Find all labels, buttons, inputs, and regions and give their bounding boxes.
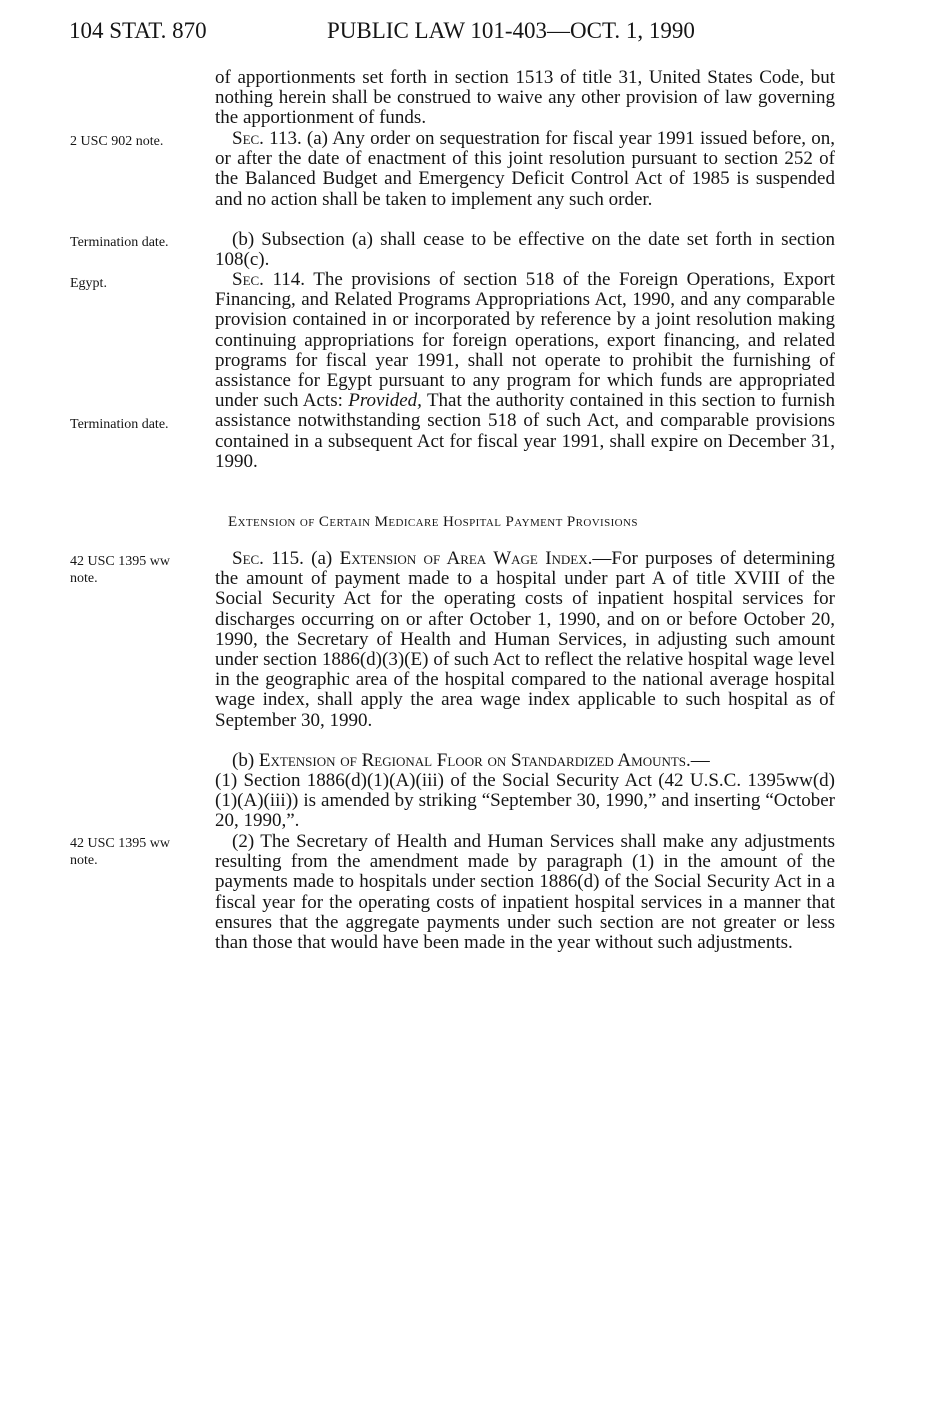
sec-label: Sec. [232,269,264,290]
subsection-heading-regional-floor: Extension of Regional Floor on Standardized Amounts. [258,750,691,771]
paragraph-continuation: of apportionments set forth in section 1513 of title 31, United States Code, but nothing herein shall be construed to waive any other provision of law governing the apportionment of funds. [215,67,835,129]
sec-label: Sec. [232,128,264,149]
sub-b-dash: — [690,750,710,771]
sub-b-num: (b) [232,750,259,771]
sidenote-42-usc-1395ww: 42 USC 1395 ww note. [70,554,170,586]
sec-114-text-b: That the authority contained in this section to furnish assistance notwithstanding section 518 of such Act, and comparable provisions contained in a subsequent Act for fiscal year 1991, shall expire on December 31, 1990. [215,390,835,472]
paragraph-113-b: (b) Subsection (a) shall cease to be effective on the date set forth in section 108(c). [215,229,835,271]
paragraph-115-b-2: (2) The Secretary of Health and Human Services shall make any adjustments resulting from the amendment made by paragraph (1) in the amount of the payments made to hospitals under section 1886(d) of the Social Security Act in a fiscal year for the operating costs of inpatient hospital services in a manner that ensures that the aggregate payments under such section are not greater or less than those that would have been made in the year without such adjustments. [215,831,835,954]
section-heading: Extension of Certain Medicare Hospital Payment Provisions [228,514,638,530]
paragraph-sec-115-a [215,549,835,731]
sidenote-42-usc-1395ww-2: 42 USC 1395 ww note. [70,836,170,868]
sec-115-num: 115. (a) [263,548,340,569]
provided-term: Provided, [348,390,422,412]
sidenote-2-usc-902: 2 USC 902 note. [70,134,164,149]
sidenote-termination-date: Termination date. [70,235,169,250]
subsection-heading-area-wage: Extension of Area Wage Index. [339,548,593,569]
paragraph-sec-113 [215,129,835,210]
paragraph-115-b-1: (1) Section 1886(d)(1)(A)(iii) of the Social Security Act (42 U.S.C. 1395ww(d)(1)(A)(iii)) is amended by striking “September 30, 1990,” and inserting “October 20, 1990,”. [215,770,835,832]
sec-113-text: 113. (a) Any order on sequestration for fiscal year 1991 issued before, on, or after the date of enactment of this joint resolution pursuant to section 252 of the Balanced Budget and Emergency Deficit Control Act of 1985 is suspended and no action shall be taken to implement any such order. [215,128,835,210]
sec-114-text-a: 114. The provisions of section 518 of the Foreign Operations, Export Financing, and Related Programs Appropriations Act, 1990, and any comparable provision contained in or incorporated by reference by a joint resolution making continuing appropriations for foreign operations, export financing, and related programs for fiscal year 1991, shall not operate to prohibit the furnishing of assistance for Egypt pursuant to any program for which funds are appropriated under such Acts: [215,269,835,412]
page-stat-number: 104 STAT. 870 [69,18,207,43]
running-head: PUBLIC LAW 101-403—OCT. 1, 1990 [327,18,695,43]
sec-label: Sec. [232,548,264,569]
sidenote-egypt: Egypt. [70,276,107,291]
paragraph-sec-114 [215,270,835,472]
sec-115-a-text: —For purposes of determining the amount of payment made to a hospital under part A of title XVIII of the Social Security Act for the operating costs of inpatient hospital services for discharges occurring on or after October 1, 1990, and on or before October 20, 1990, the Secretary of Health and Human Services, in adjusting such amount under section 1886(d)(3)(E) of such Act to reflect the relative hospital wage level in the geographic area of the hospital compared to the national average hospital wage index, shall apply the area wage index applicable to such hospital as of September 30, 1990. [215,548,835,731]
paragraph-115-b [215,751,835,771]
sidenote-termination-date-2: Termination date. [70,417,169,432]
